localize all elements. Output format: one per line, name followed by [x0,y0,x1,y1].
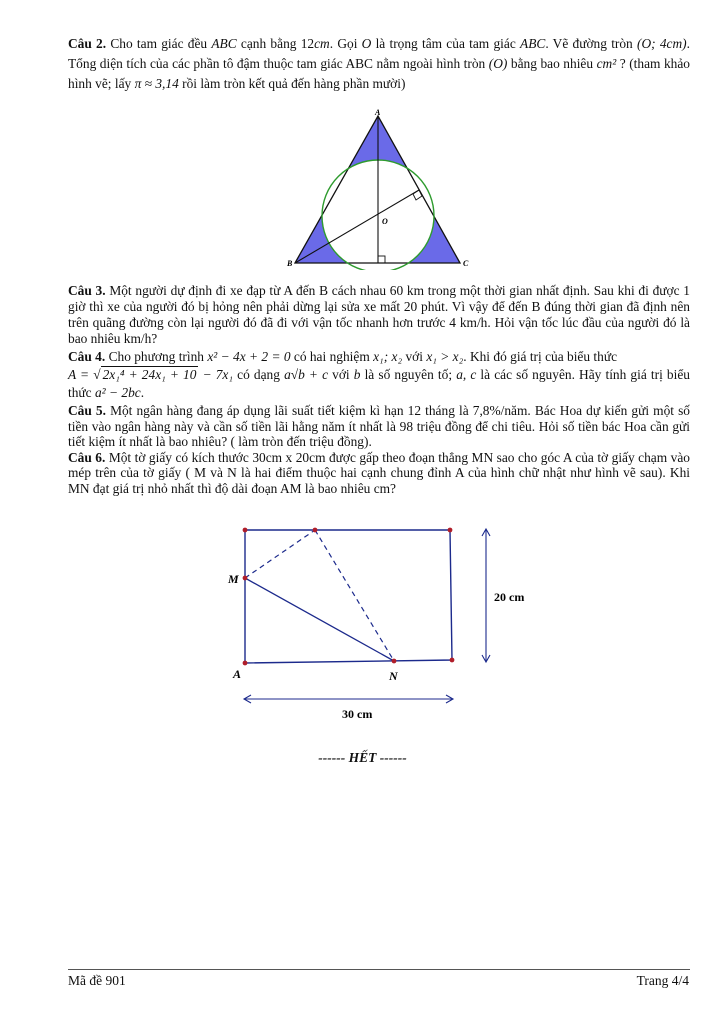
folded-paper-figure [224,520,544,725]
q4-text: Cho phương trình [105,349,208,364]
q2-unit: cm [314,36,330,51]
exam-code: Mã đề 901 [68,973,126,988]
q2-text: . Tổng diện tích của các phần tô đậm thuộc tam giác ABC nằm ngoài hình tròn [68,36,690,71]
q4-text: có hai nghiệm [290,349,374,364]
q2-text: bằng bao nhiêu [507,56,597,71]
q4-ac: a, c [456,367,477,382]
q4-label: Câu 4. [68,349,106,364]
triangle-circle-figure [285,108,475,270]
fold-dash-n [315,530,394,661]
label-a: A [375,108,381,117]
q2-abc: ABC [520,36,546,51]
q2-text: . Vẽ đường tròn [545,36,638,51]
q2-label: Câu 2. [68,36,107,51]
q4-text: là các số nguyên. Hãy tính giá trị biểu thức [68,367,690,400]
q2-circle: (O; 4cm) [637,36,687,51]
q6-label: Câu 6. [68,449,106,465]
q2-pi: π ≈ 3,14 [134,76,179,91]
q4-text: là số nguyên tố; [360,367,457,382]
fold-dash-m [245,530,315,578]
label-o: O [382,217,388,226]
label-b: B [287,259,293,268]
page-number: Trang 4/4 [636,973,689,988]
question-4: Câu 4. Cho phương trình x² − 4x + 2 = 0 có hai nghiệm x₁; x₂ với x₁ > x₂. Khi đó giá trị của biểu thức A = √ 2x₁⁴ + 24x₁ + 10 − 7x₁ có dạng a√b + c với b là số nguyên tố; a, c là các số nguyên. Hãy tính giá trị biểu thức a² − 2bc. [68,349,690,400]
q2-text: ? (tham khảo hình vẽ; lấy [68,56,690,91]
footer-rule [68,969,690,970]
paper-rectangle [245,530,452,663]
question-2 [68,34,690,94]
question-3 [68,283,690,347]
q4-equation: x² − 4x + 2 = 0 [207,349,291,364]
q4-text: . Khi đó giá trị của biểu thức [463,349,618,364]
q2-text: là trọng tâm của tam giác [371,36,521,51]
q4-text: . [140,385,145,400]
q2-text: . Gọi [329,36,362,51]
label-c: C [463,259,469,268]
q2-text: rồi làm tròn kết quả đến hàng phần mười) [178,76,406,91]
label-m: M [228,572,239,586]
q2-circle-o: (O) [488,56,508,71]
q2-side: 12 [300,36,315,51]
q2-unit-sq: cm² [596,56,617,71]
width-label: 30 cm [342,707,373,721]
exam-page [68,34,690,94]
q4-expr-rest: − 7x₁ [198,367,234,382]
q4-text: có dạng [233,367,285,382]
q2-text: Cho tam giác đều [106,36,212,51]
corner-points [243,528,455,666]
height-label: 20 cm [494,590,525,604]
q4-b: b [353,367,361,382]
fold-line-mn [245,578,394,661]
label-a2: A [233,667,242,681]
question-6 [68,450,690,497]
q4-target: a² − 2bc [94,385,141,400]
q5-label: Câu 5. [68,403,106,418]
q2-abc: ABC [211,36,237,51]
q6-text: Một tờ giấy có kích thước 30cm x 20cm được gấp theo đoạn thẳng MN sao cho góc A của tờ giấy chạm vào mép trên của tờ giấy ( M và N là hai điểm thuộc hai cạnh chung đỉnh A của hình chữ nhật như hình vẽ sau). Khi MN đạt giá trị nhỏ nhất thì độ dài đoạn AM là bao nhiêu cm? [68,449,690,496]
questions-3-6 [68,283,690,496]
q4-form: a√b + c [284,367,329,382]
q4-text: với [402,349,427,364]
q4-expr-root: 2x₁⁴ + 24x₁ + 10 [102,367,197,382]
q5-text: Một ngân hàng đang áp dụng lãi suất tiết kiệm kì hạn 12 tháng là 7,8%/năm. Bác Hoa dự kiến gửi một số tiền vào ngân hàng này và cần số tiền lãi hằng năm ít nhất là 98 triệu đồng để chi tiêu. Hỏi số tiền bác Hoa cần gửi tiết kiệm ít nhất là bao nhiêu? ( làm tròn đến triệu đồng). [68,403,690,449]
q4-condition: x₁ > x₂ [426,349,464,364]
q4-text: với [328,367,354,382]
end-mark: ------ HẾT ------ [318,750,407,765]
q2-o: O [361,36,372,51]
q4-roots: x₁; x₂ [373,349,403,364]
q2-text: cạnh bằng [236,36,301,51]
q3-label: Câu 3. [68,283,106,298]
q3-text: Một người dự định đi xe đạp từ A đến B cách nhau 60 km trong một thời gian nhất định. Sau khi đi được 1 giờ thì xe của người đó bị hỏng nên phải dừng lại sửa xe mất 20 phút. Vì vậy để đến B đúng thời gian đã định nên trên quãng đường còn lại người đó đã đi với vận tốc nhanh hơn trước 4 km/h. Hỏi vận tốc lúc đầu của người đó là bao nhiêu km/h? [68,283,690,346]
question-5 [68,403,690,450]
label-n: N [389,669,398,683]
q4-expr-lhs: A = [68,367,94,382]
